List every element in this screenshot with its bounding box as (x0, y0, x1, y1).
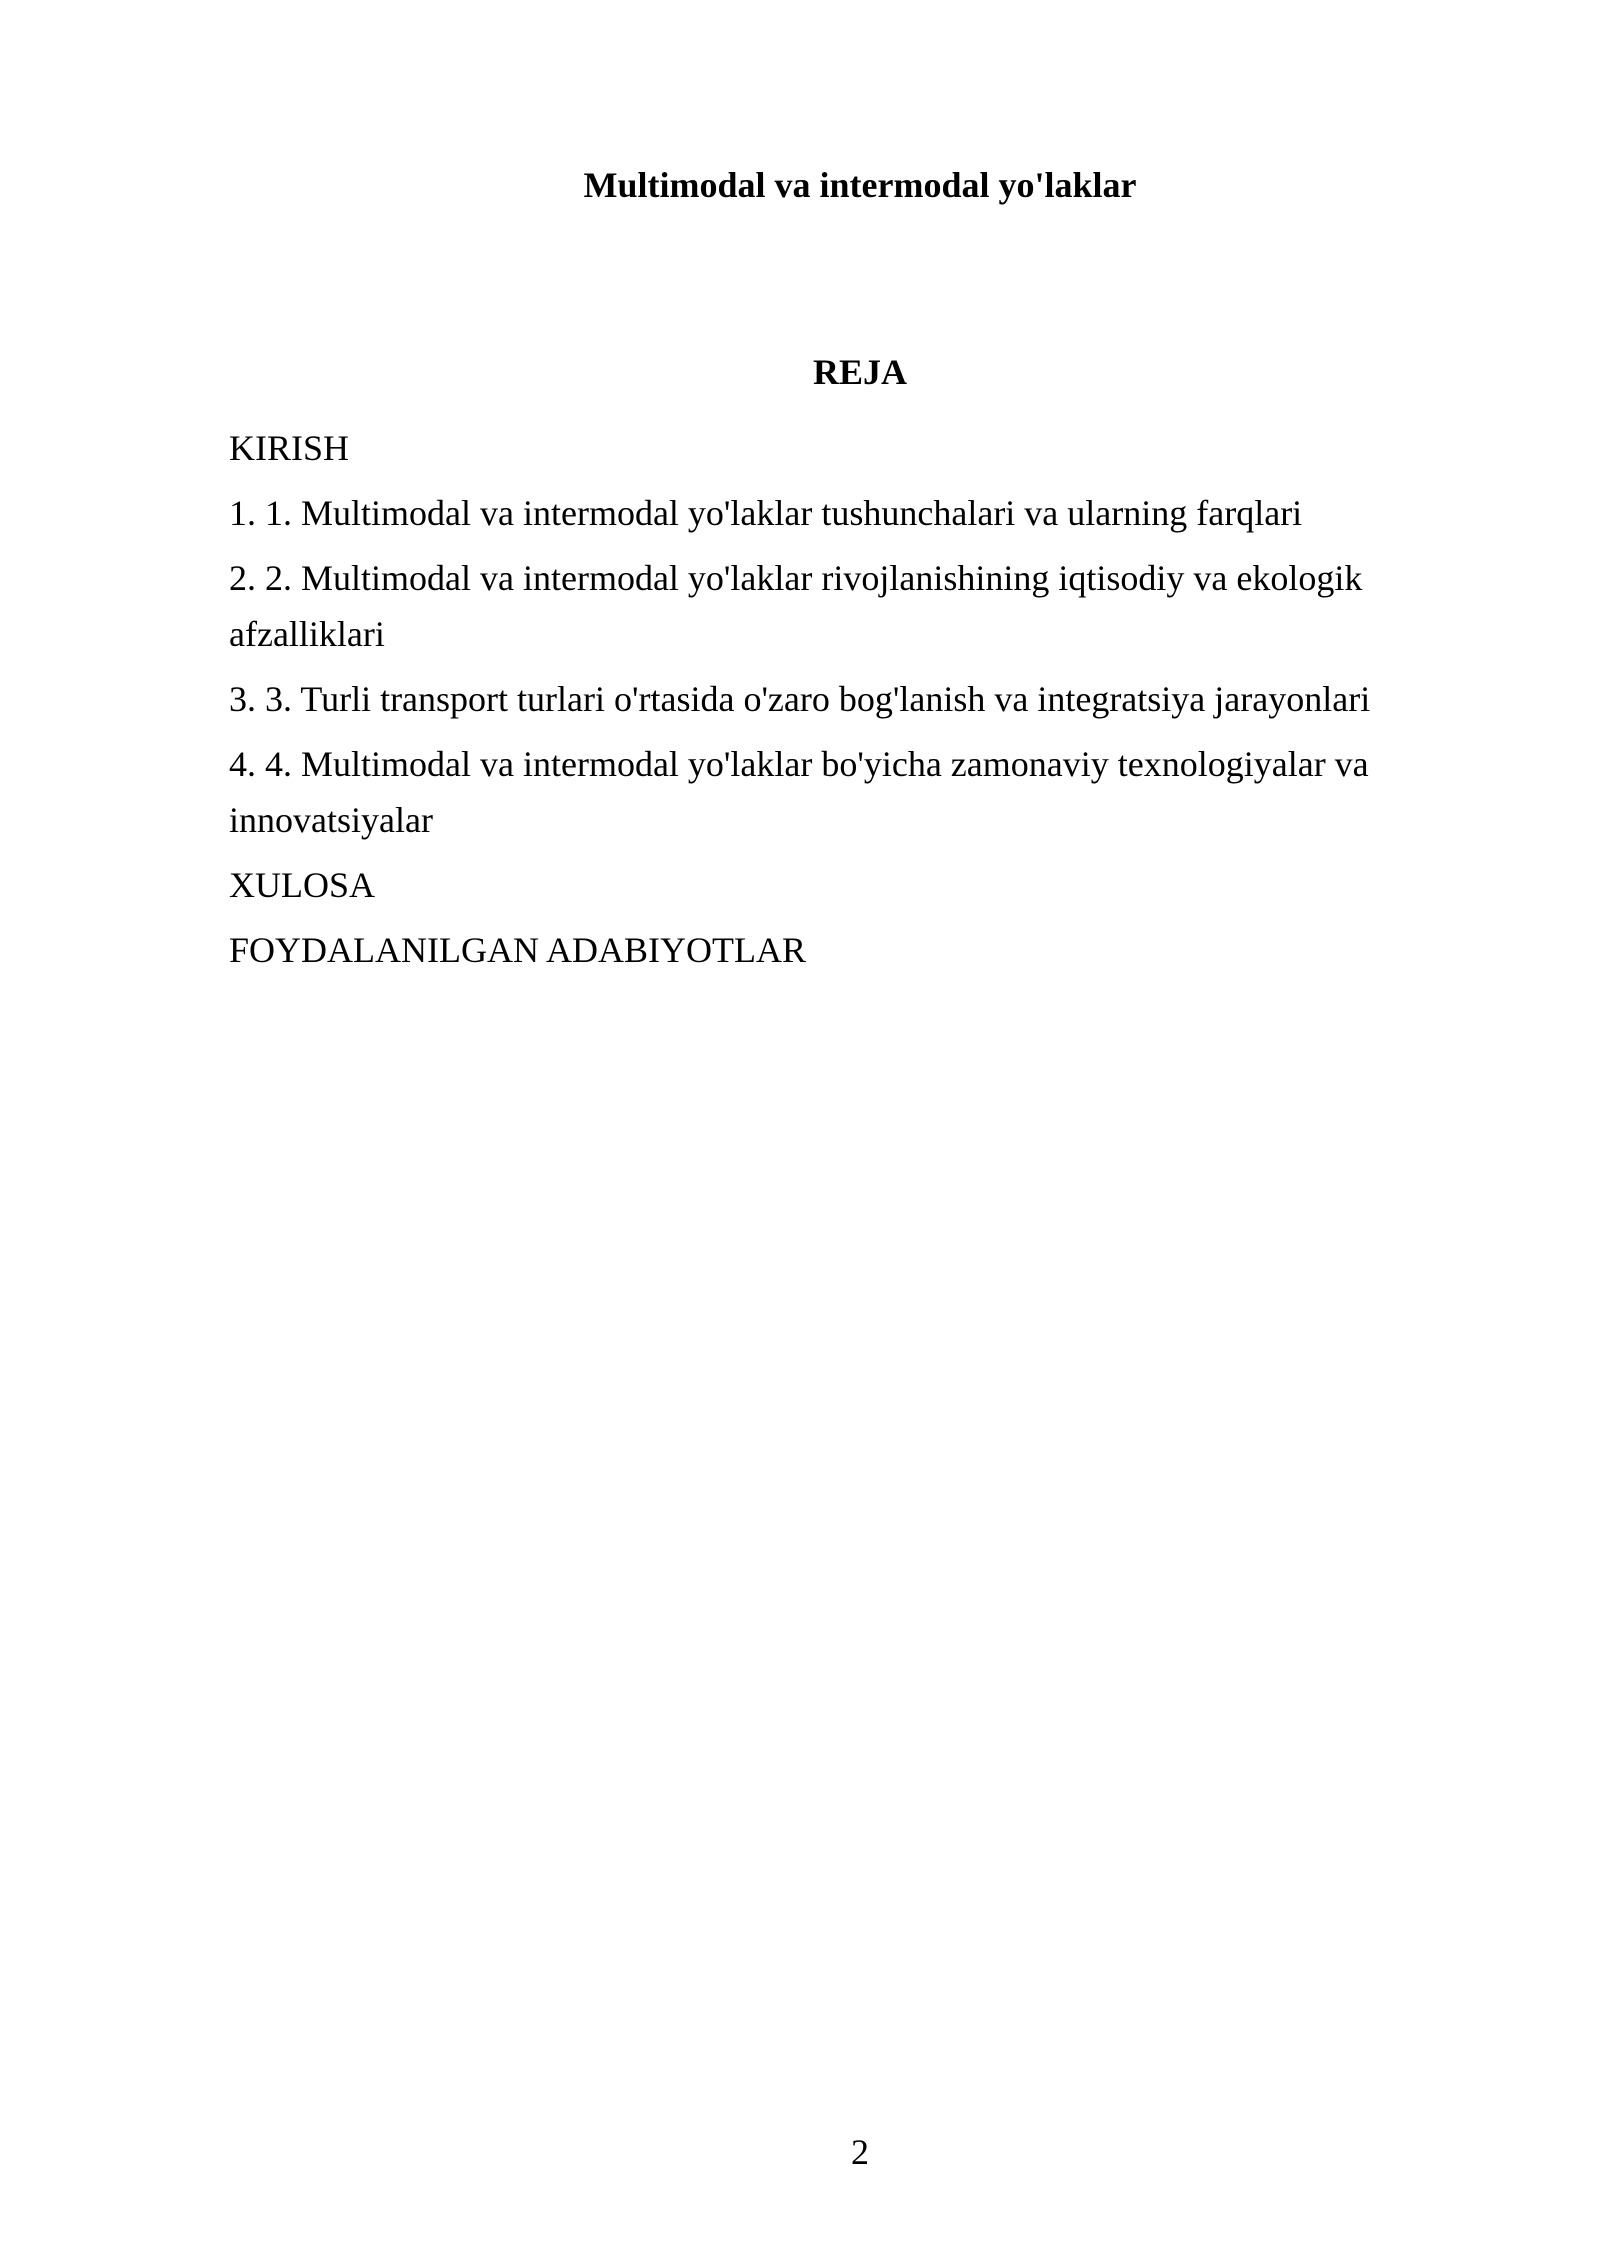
plan-heading: REJA (812, 352, 907, 392)
toc-item-conclusion: XULOSA (229, 865, 376, 905)
table-of-contents (229, 420, 1429, 987)
document-title: Multimodal va intermodal yo'laklar (583, 165, 1137, 205)
toc-item-1: 1. 1. Multimodal va intermodal yo'laklar tushunchalari va ularning farqlari (229, 493, 1303, 533)
page-number: 2 (851, 2132, 869, 2172)
toc-item-references: FOYDALANILGAN ADABIYOTLAR (229, 930, 806, 970)
toc-item-introduction: KIRISH (229, 428, 350, 468)
toc-item-2: 2. 2. Multimodal va intermodal yo'laklar rivojlanishining iqtisodiy va ekologik afzalliklari (229, 558, 1363, 654)
toc-item-3: 3. 3. Turli transport turlari o'rtasida o'zaro bog'lanish va integratsiya jarayonlari (229, 679, 1371, 719)
toc-item-4: 4. 4. Multimodal va intermodal yo'laklar bo'yicha zamonaviy texnologiyalar va innovatsiyalar (229, 744, 1369, 840)
